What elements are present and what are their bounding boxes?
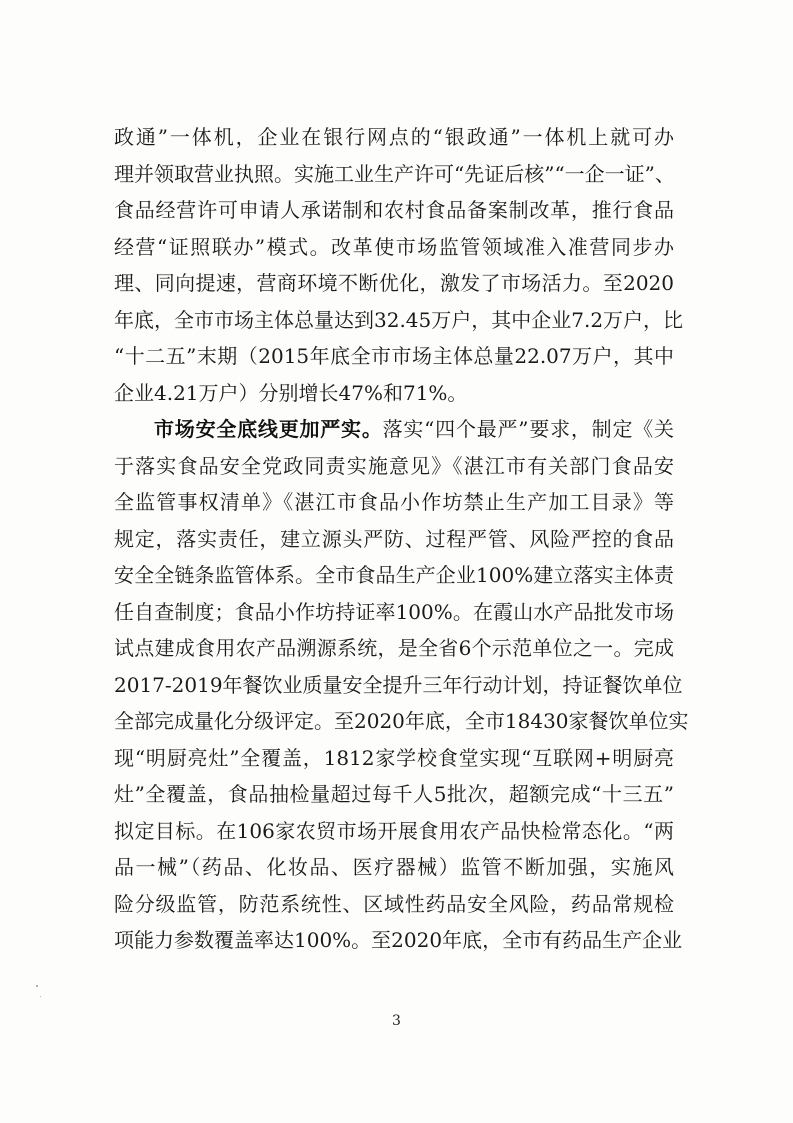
text-line: 规定，落实责任，建立源头严防、过程严管、风险严控的食品 bbox=[114, 526, 674, 551]
text-line: 经营“证照联办”模式。改革使市场监管领域准入准营同步办 bbox=[114, 234, 674, 259]
text-line: 于落实食品安全党政同责实施意见》《湛江市有关部门食品安 bbox=[114, 453, 674, 478]
text-line: 理、同向提速，营商环境不断优化，激发了市场活力。至2020 bbox=[114, 271, 674, 295]
text-line: 安全全链条监管体系。全市食品生产企业100%建立落实主体责 bbox=[114, 563, 674, 587]
text-line: 年底，全市市场主体总量达到32.45万户，其中企业7.2万户，比 bbox=[114, 307, 684, 332]
text-line: 试点建成食用农产品溯源系统，是全省6个示范单位之一。完成 bbox=[114, 636, 674, 660]
text-line: 全监管事权清单》《湛江市食品小作坊禁止生产加工目录》等 bbox=[114, 490, 674, 514]
paragraph-lead-heading: 市场安全底线更加严实。 bbox=[154, 417, 383, 441]
text-line: “十二五”末期（2015年底全市市场主体总量22.07万户，其中 bbox=[114, 344, 674, 368]
text-line: 理并领取营业执照。实施工业生产许可“先证后核”“一企一证”、 bbox=[114, 161, 675, 186]
scan-speck bbox=[36, 985, 38, 987]
text-line: 全部完成量化分级评定。至2020年底，全市18430家餐饮单位实 bbox=[114, 709, 689, 733]
text-line: 企业4.21万户）分别增长47%和71%。 bbox=[114, 380, 468, 405]
text-line: 任自查制度；食品小作坊持证率100%。在霞山水产品批发市场 bbox=[114, 599, 674, 624]
text-line: 险分级监管，防范系统性、区域性药品安全风险，药品常规检 bbox=[114, 891, 674, 916]
paragraph-market-safety bbox=[114, 411, 689, 959]
text-line: 现“明厨亮灶”全覆盖，1812家学校食堂实现“互联网+明厨亮 bbox=[114, 745, 674, 770]
scan-speck bbox=[40, 996, 41, 997]
body-text bbox=[114, 119, 689, 959]
page-number: 3 bbox=[392, 1013, 401, 1029]
text-line: 拟定目标。在106家农贸市场开展食用农产品快检常态化。“两 bbox=[114, 818, 674, 843]
text-line-first bbox=[114, 411, 674, 448]
text-line: 灶”全覆盖，食品抽检量超过每千人5批次，超额完成“十三五” bbox=[114, 782, 674, 806]
text-line: 项能力参数覆盖率达100%。至2020年底，全市有药品生产企业 bbox=[114, 928, 683, 952]
text-line: 品一械”（药品、化妆品、医疗器械）监管不断加强，实施风 bbox=[114, 855, 674, 879]
paragraph-market-entry bbox=[114, 119, 684, 411]
text-line: 食品经营许可申请人承诺制和农村食品备案制改革，推行食品 bbox=[114, 198, 674, 222]
text-line: 政通”一体机，企业在银行网点的“银政通”一体机上就可办 bbox=[114, 125, 674, 149]
text-line: 2017-2019年餐饮业质量安全提升三年行动计划，持证餐饮单位 bbox=[114, 672, 683, 697]
text-segment: 落实“四个最严”要求，制定《关 bbox=[382, 417, 675, 441]
